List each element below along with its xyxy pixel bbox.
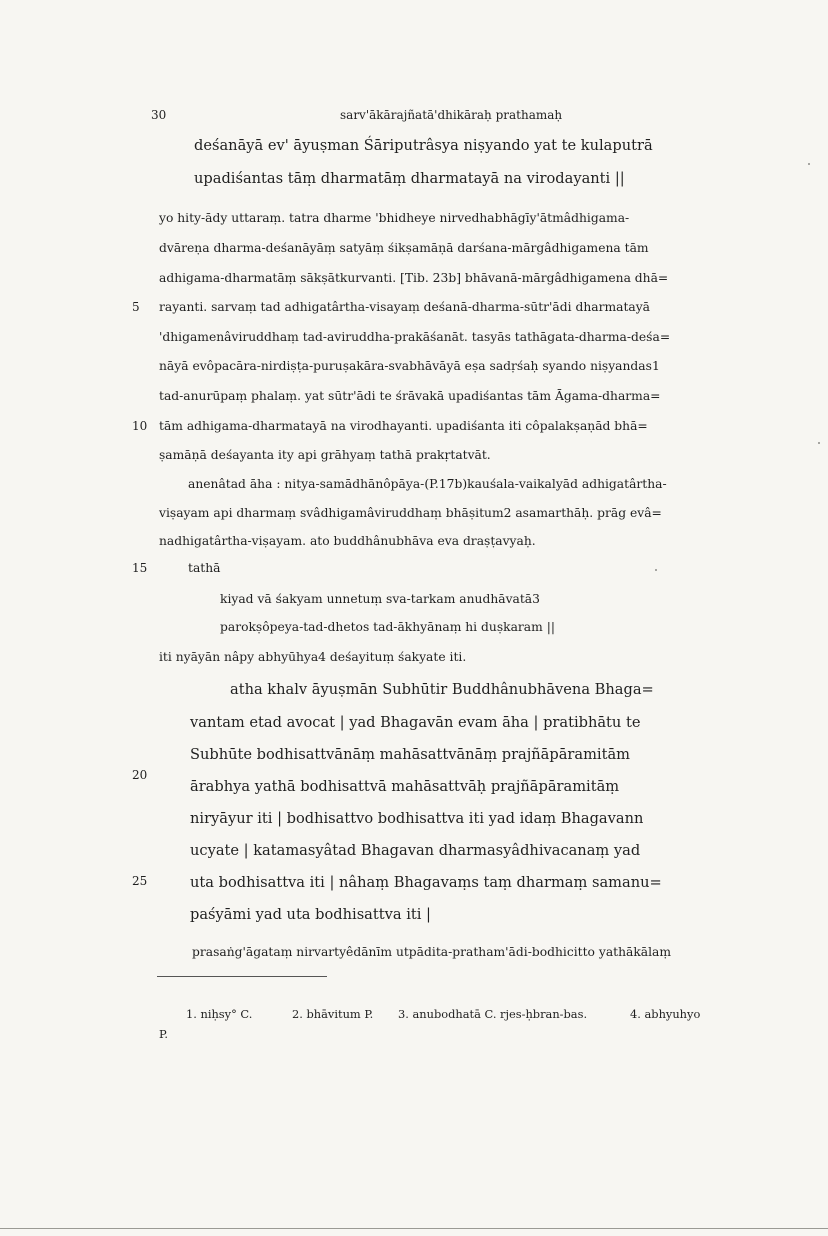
root-text-line: ārabhya yathā bodhisattvā mahāsattvāḥ prajñāpāramitāṃ: [190, 778, 620, 795]
page-number: 30: [151, 108, 167, 122]
line-number: 10: [132, 419, 148, 433]
commentary-line: tad-anurūpaṃ phalaṃ. yat sūtr'ādi te śrāvakā upadiśantas tām Āgama-dharma=: [159, 389, 661, 403]
top-line: deśanāyā ev' āyuṣman Śāriputrâsya niṣyando yat te kulaputrā: [194, 137, 653, 154]
paper-speck: [818, 442, 820, 444]
commentary-line: dvāreṇa dharma-deśanāyāṃ satyāṃ śikṣamāṇā darśana-mārgâdhigamena tām: [159, 241, 649, 255]
commentary-line: adhigama-dharmatāṃ sākṣātkurvanti. [Tib. 23b] bhāvanā-mārgâdhigamena dhā=: [159, 271, 669, 285]
root-text-line: niryāyur iti | bodhisattvo bodhisattva iti yad idaṃ Bhagavann: [190, 810, 644, 827]
commentary-line: yo hity-ādy uttaraṃ. tatra dharme 'bhidheye nirvedhabhāgīy'ātmâdhigama-: [159, 211, 630, 225]
footnote: P.: [159, 1027, 168, 1041]
root-text-line: vantam etad avocat | yad Bhagavān evam āha | pratibhātu te: [190, 714, 641, 731]
paper-speck: [808, 163, 810, 165]
line-number: 20: [132, 768, 148, 782]
root-text-line: paśyāmi yad uta bodhisattva iti |: [190, 906, 431, 923]
commentary-line: ṣamāṇā deśayanta ity api grāhyaṃ tathā prakṛtatvāt.: [159, 448, 491, 462]
commentary-line: nāyā evôpacāra-nirdiṣṭa-puruṣakāra-svabhāvāyā eṣa sadṛśaḥ syando niṣyandas1: [159, 359, 660, 373]
final-line: prasaṅg'āgataṃ nirvartyêdānīm utpādita-pratham'ādi-bodhicitto yathākālaṃ: [192, 945, 672, 959]
footnote: 2. bhāvitum P.: [292, 1007, 374, 1021]
footnote: 3. anubodhatā C. rjes-ḥbran-bas.: [398, 1007, 588, 1021]
page-edge-line: [0, 1228, 828, 1229]
commentary-line: viṣayam api dharmaṃ svâdhigamâviruddhaṃ bhāṣitum2 asamarthāḥ. prāg evâ=: [159, 506, 662, 520]
verse-line: parokṣôpeya-tad-dhetos tad-ākhyānaṃ hi duṣkaram ||: [220, 620, 555, 634]
root-text-line: atha khalv āyuṣmān Subhūtir Buddhânubhāvena Bhaga=: [230, 681, 654, 698]
footnote-rule: [157, 976, 327, 977]
after-verse-line: iti nyāyān nâpy abhyūhya4 deśayituṃ śakyate iti.: [159, 650, 467, 664]
commentary-line: anenâtad āha : nitya-samādhānôpāya-(P.17b)kauśala-vaikalyād adhigatârtha-: [188, 477, 667, 491]
line-number: 25: [132, 874, 148, 888]
footnote: 1. niḥsy° C.: [186, 1007, 253, 1021]
commentary-line: tām adhigama-dharmatayā na virodhayanti. upadiśanta iti côpalakṣaṇād bhā=: [159, 419, 648, 433]
commentary-line: 'dhigamenâviruddhaṃ tad-aviruddha-prakāśanāt. tasyās tathāgata-dharma-deśa=: [159, 330, 671, 344]
commentary-line: tathā: [188, 561, 221, 575]
running-title: sarv'ākārajñatā'dhikāraḥ prathamaḥ: [340, 108, 563, 122]
top-line: upadiśantas tāṃ dharmatāṃ dharmatayā na virodayanti ||: [194, 170, 625, 187]
root-text-line: ucyate | katamasyâtad Bhagavan dharmasyâdhivacanaṃ yad: [190, 842, 641, 859]
commentary-line: nadhigatârtha-viṣayam. ato buddhânubhāva eva draṣṭavyaḥ.: [159, 534, 536, 548]
paper-speck: [655, 569, 657, 571]
line-number: 15: [132, 561, 148, 575]
root-text-line: Subhūte bodhisattvānāṃ mahāsattvānāṃ prajñāpāramitām: [190, 746, 631, 763]
line-number: 5: [132, 300, 140, 314]
root-text-line: uta bodhisattva iti | nâhaṃ Bhagavaṃs taṃ dharmaṃ samanu=: [190, 874, 662, 891]
commentary-line: rayanti. sarvaṃ tad adhigatârtha-visayaṃ deśanā-dharma-sūtr'ādi dharmatayā: [159, 300, 651, 314]
verse-line: kiyad vā śakyam unnetuṃ sva-tarkam anudhāvatā3: [220, 592, 540, 606]
footnote: 4. abhyuhyo: [630, 1007, 701, 1021]
